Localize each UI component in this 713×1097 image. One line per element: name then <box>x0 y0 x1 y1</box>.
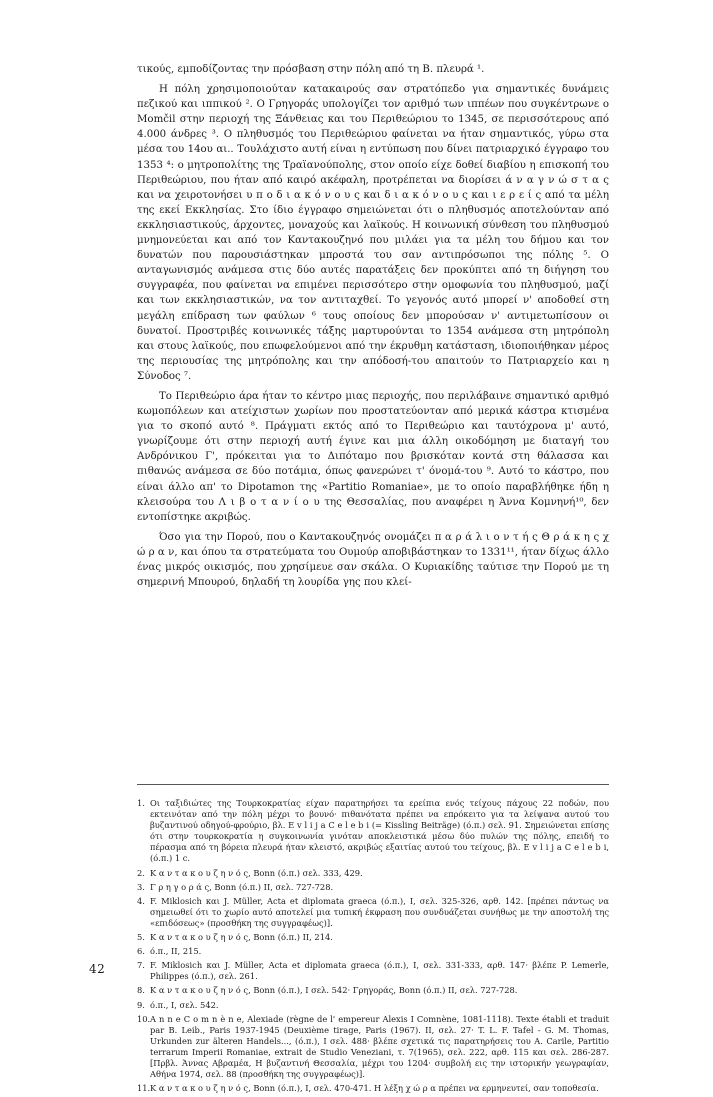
footnote <box>137 882 609 893</box>
footnote-text: Κ α ν τ α κ ο υ ζ η ν ό ς, Bonn (ό.π.), I σελ. 542· Γρηγοράς, Bonn (ό.π.) II, σελ. 727-728. <box>150 985 518 996</box>
footnote <box>137 946 609 957</box>
footnote-text: ό.π., II, 215. <box>150 946 202 957</box>
paragraph: Το Περιθεώριο άρα ήταν το κέντρο μιας περιοχής, που περιλάβαινε σημαντικό αριθμό κωμοπόλεων και ατείχιστων χωρίων που προστατεύονταν από μερικά κάστρα κτισμένα για το σκοπό αυτό ⁸. Πράγματι εκτός από το Περιθεώριο και ταυτόχρονα μ' αυτό, γνωρίζουμε ότι στην περιοχή αυτή έγινε και μια άλλη οικοδόμηση με διαταγή του Ανδρόνικου Γ', πρόκειται για το Διπόταμο που βρισκόταν κοντά στη θάλασσα και πιθανώς ανάμεσα σε δύο ποτάμια, όπως φανερώνει τ' όνομά-του ⁹. Αυτό το κάστρο, που είναι άλλο απ' το Dipotamon της «Partitio Romaniae», με το οποίο παραβλήθηκε ήδη η κλεισούρα του Λ ι β ο τ α ν ί ο υ της Θεσσαλίας, που αναφέρει η Άννα Κομνηνή¹⁰, δεν εντοπίστηκε ακριβώς. <box>137 390 609 523</box>
footnote-text: Οι ταξιδιώτες της Τουρκοκρατίας είχαν παρατηρήσει τα ερείπια ενός τείχους πάχους 22 ποδών, που εκτεινόταν από την πόλη μέχρι το βουνό· πιθανότατα πρέπει να επρόκειτο για τα λείψανα αυτού του βυζαντινού οδηγού-φρούριο, βλ. E v l i j a C e l e b i (= Kissling Beiträge) (ό.π.) σελ. 91. Σημειώνεται επίσης ότι στην τουρκοκρατία η συγκοινωνία γινόταν αποκλειστικά μέσω δύο πυλών της πόλης, επειδή το πέρασμα από τη βόρεια πλευρά ήταν κλειστό, ακριβώς εξαιτίας αυτού του τείχους, βλ. E v l i j a C e l e b i, (ό.π.) 1 c. <box>150 798 609 864</box>
main-text <box>137 62 609 590</box>
footnote-text: F. Miklosich και J. Müller, Acta et diplomata graeca (ό.π.), I, σελ. 325-326, αρθ. 142. [πρέπει πάντως να σημειωθεί ότι το χωρίο αυτό αποτελεί μια τυπική έκφραση που συνδυάζεται συνήθως με την αποστολή της «επιδόσεως» (προσθήκη της συγγραφέως)]. <box>150 895 609 928</box>
footnote-number: 11. <box>137 1083 151 1094</box>
footnote <box>137 932 609 943</box>
footnote <box>137 985 609 996</box>
footnote <box>137 1083 609 1094</box>
footnote-number: 3. <box>137 881 145 892</box>
footnote-number: 2. <box>137 867 145 878</box>
footnote-number: 1. <box>137 798 145 808</box>
footnote-text: A n n e C o m n è n e, Alexiade (règne de l' empereur Alexis I Comnène, 1081-1118). Texte établi et traduit par B. Leib., Paris 1937-1945 (Deuxième tirage, Paris (1967). II, σελ. 27· T. L. F. Tafel - G. M. Thomas, Urkunden zur älteren Handels..., (ό.π.), I σελ. 488· βλέπε σχετικά τις παρατηρήσεις του A. Carile, Partitio terrarum Imperii Romaniae, extrait de Studio Veneziani, τ. 7(1965), σελ. 222, αρθ. 115 και σελ. 286-287. [Πρβλ. Άννας Αβραμέα, Η βυζαντινή Θεσσαλία, μέχρι του 1204· συμβολή εις την ιστορικήν γεωγραφίαν, Αθήνα 1974, σελ. 88 (προσθήκη της συγγραφέως)]. <box>150 1013 609 1080</box>
footnote <box>137 1000 609 1011</box>
footnote-text: F. Miklosich και J. Müller, Acta et diplomata graeca (ό.π.), I, σελ. 331-333, αρθ. 147· βλέπε P. Lemerle, Philippes (ό.π.), σελ. 261. <box>150 960 609 982</box>
paragraph: Η πόλη χρησιμοποιούταν κατακαιρούς σαν στρατόπεδο για σημαντικές δυνάμεις πεζικού και ιππικού ². Ο Γρηγοράς υπολογίζει τον αριθμό των ιππέων που συγκέντρωνε ο Momčil στην περιοχή της Ξάνθειας και του Περιθεώριου το 1345, σε περισσότερους από 4.000 άνδρες ³. Ο πληθυσμός του Περιθεώριου φαίνεται να ήταν σημαντικός, γύρω στα μέσα του 14ου αι.. Τουλάχιστο αυτή είναι η εντύπωση που δίνει πατριαρχικό έγγραφο του 1353 ⁴: ο μητροπολίτης της Τραϊανούπολης, στον οποίο είχε δοθεί διαβίου η επισκοπή του Περιθεώριου, που ήταν από καιρό ακέφαλη, προτρέπεται να διορίσει ά ν α γ ν ώ σ τ α ς και να χειροτονήσει υ π ο δ ι α κ ό ν ο υ ς και δ ι α κ ό ν ο υ ς και ι ε ρ ε ί ς από τα μέλη της εκεί Εκκλησίας. Στο ίδιο έγγραφο σημειώνεται ότι ο πληθυσμός αποτελούνταν από εκκλησιαστικούς, άρχοντες, μοναχούς και λαϊκούς. Η κοινωνική σύνθεση του πληθυσμού μνημονεύεται και από τον Καντακουζηνό που μιλάει για τα μέλη του δήμου και τον δυνατών που παρουσιάστηκαν μπροστά του σαν αντιπρόσωποι της πόλης ⁵. Ο ανταγωνισμός ανάμεσα στις δύο αυτές παρατάξεις δεν προκύπτει από τη διήγηση του συγγραφέα, που φαίνεται να επιμένει περισσότερο στην ομοφωνία του πληθυσμού, μαζί και των εκκλησιαστικών, να τον αντιταχθεί. Το γεγονός αυτό μπορεί ν' αποδοθεί στη μεγάλη επίδραση των φαύλων ⁶ τους οποίους δεν μπορούσαν ν' αντιμετωπίσουν οι δυνατοί. Προστριβές κοινωνικές τάξης μαρτυρούνται το 1354 ανάμεσα στη μητρόπολη και στους λαϊκούς, που επωφελούμενοι από την έκρυθμη κατάσταση, ιδιοποιήθηκαν μέρος της περιουσίας της μητρόπολης και την απόδοσή-του απαιτούν το Πατριαρχείο και η Σύνοδος ⁷. <box>137 84 609 382</box>
paragraph: Όσο για την Πορού, που ο Καντακουζηνός ονομάζει π α ρ ά λ ι ο ν τ ή ς Θ ρ ά κ η ς χ ώ ρ α ν, και όπου τα στρατεύματα του Ουμούρ αποβιβάστηκαν το 1331¹¹, ήταν δίχως άλλο ένας μικρός οικισμός, που χρησίμευε σαν σκάλα. Ο Κυριακίδης ταύτισε την Πορού με τη σημερινή Μπουρού, δηλαδή τη λουρίδα γης που κλεί- <box>137 531 609 589</box>
footnote <box>137 896 609 929</box>
footnote-text: ό.π., I, σελ. 542. <box>150 999 219 1010</box>
footnote-separator <box>137 784 609 785</box>
footnote-number: 10. <box>137 1013 151 1024</box>
footnote-number: 5. <box>137 932 145 943</box>
footnote-number: 6. <box>137 946 145 957</box>
footnote-text: Γ ρ η γ ο ρ ά ς, Bonn (ό.π.) II, σελ. 727-728. <box>150 881 334 892</box>
footnote-number: 8. <box>137 985 145 996</box>
footnote-number: 7. <box>137 960 145 971</box>
footnote-number: 4. <box>137 895 145 906</box>
footnote-text: Κ α ν τ α κ ο υ ζ η ν ό ς, Bonn (ό.π.) II, 214. <box>150 932 333 943</box>
paragraph-continuation: τικούς, εμποδίζοντας την πρόσβαση στην πόλη από τη Β. πλευρά ¹. <box>137 64 485 75</box>
footnote <box>137 960 609 982</box>
footnote-text: Κ α ν τ α κ ο υ ζ η ν ό ς, Bonn (ό.π.) σελ. 333, 429. <box>150 867 363 878</box>
footnote <box>137 798 609 865</box>
footnotes <box>137 798 609 1097</box>
footnote <box>137 868 609 879</box>
page-number: 42 <box>89 962 106 976</box>
footnote-number: 9. <box>137 999 145 1010</box>
footnote-text: Κ α ν τ α κ ο υ ζ η ν ό ς, Bonn (ό.π.), I, σελ. 470-471. Η λέξη χ ώ ρ α πρέπει να ερμηνευτεί, σαν τοποθεσία. <box>150 1083 599 1094</box>
